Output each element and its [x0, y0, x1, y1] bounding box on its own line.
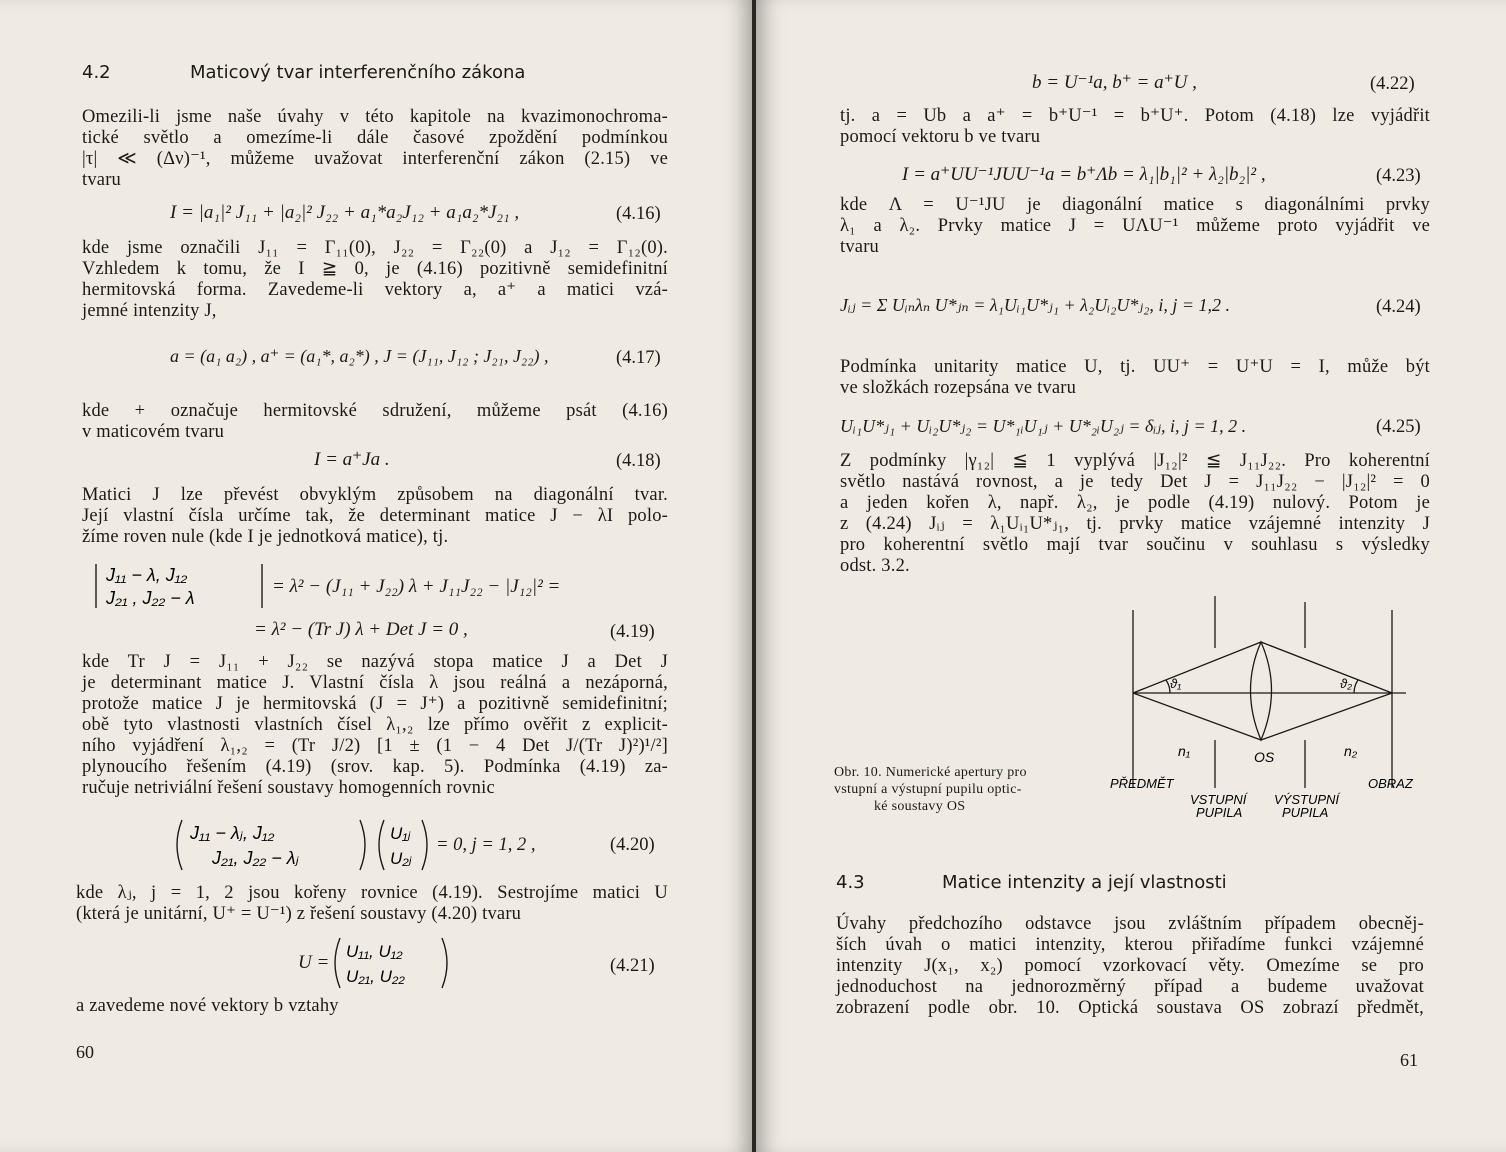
text-line: Její vlastní čísla určíme tak, že determinant matice J − λI polo- [82, 506, 668, 526]
equation-4-21 [298, 952, 329, 974]
svg-text:U₁ⱼ: U₁ⱼ [390, 824, 411, 843]
equation-4-19b: = λ² − (Tr J) λ + Det J = 0 , [254, 619, 468, 640]
n2-label: n₂ [1344, 743, 1358, 759]
exit-pupil-label-2: PUPILA [1282, 805, 1329, 820]
equation-4-20: = 0, j = 1, 2 , [436, 835, 536, 855]
equation-4-18: I = a⁺Ja . [314, 449, 390, 470]
paragraph-r3 [840, 357, 1430, 399]
text-line: a jeden kořen λ, např. λ₂, je podle (4.19) nulový. Potom je [840, 493, 1430, 513]
paragraph-5 [82, 652, 668, 799]
equation-4-17: a = (a₁ a₂) , a⁺ = (a₁*, a₂*) , J = (J₁₁, J₁₂ ; J₂₁, J₂₂) , [170, 346, 549, 366]
right-page [756, 0, 1506, 1152]
text-line: v maticovém tvaru [82, 422, 225, 442]
text-line: kde + označuje hermitovské sdružení, můžeme psát (4.16) [82, 401, 668, 421]
text-line: ního vyjádření λ₁,₂ = (Tr J/2) [1 ± (1 − 4 Det J/(Tr J)²)¹/²] [82, 736, 668, 756]
theta1-label: ϑ₁ [1170, 676, 1182, 691]
equation-4-22: b = U⁻¹a, b⁺ = a⁺U , [1032, 72, 1197, 93]
text-line: λ₁ a λ₂. Prvky matice J = UΛU⁻¹ můžeme proto vyjádřit ve [840, 216, 1430, 236]
paragraph-r5 [836, 914, 1424, 1019]
text-line: (která je unitární, U⁺ = U⁻¹) z řešení soustavy (4.20) tvaru [76, 904, 522, 924]
equation-number: (4.19) [610, 622, 655, 642]
text-line: jemné intenzity J, [82, 301, 217, 321]
paragraph-4 [82, 485, 668, 548]
section-title: Maticový tvar interferenčního zákona [190, 62, 526, 83]
text-line: Z podmínky |γ₁₂| ≦ 1 vyplývá |J₁₂|² ≦ J₁₁J₂₂. Pro koherentní [840, 451, 1430, 471]
svg-text:J₁₁ − λ, J₁₂: J₁₁ − λ, J₁₂ [106, 565, 188, 585]
caption-line: ké soustavy OS [874, 799, 966, 814]
text-line: obě tyto vlastnosti vlastních čísel λ₁,₂ lze přímo ověřit z explicit- [82, 715, 668, 735]
paragraph-6 [76, 883, 668, 925]
theta2-label: ϑ₂ [1340, 676, 1353, 691]
caption-line: vstupní a výstupní pupilu optic- [834, 782, 1022, 797]
entrance-pupil-label: VSTUPNÍ [1190, 792, 1247, 807]
text-line: kde Λ = U⁻¹JU je diagonální matice s diagonálními prvky [840, 195, 1430, 215]
equation-4-16: I = |a₁|² J₁₁ + |a₂|² J₂₂ + a₁*a₂J₁₂ + a₁a₂*J₂₁ , [170, 202, 520, 223]
text-line: kde Tr J = J₁₁ + J₂₂ se nazývá stopa matice J a Det J [82, 652, 668, 672]
figure-caption [834, 764, 1096, 815]
section-number: 4.2 [82, 62, 111, 83]
svg-text:U₁₁, U₁₂: U₁₁, U₁₂ [346, 942, 403, 961]
text-line: tvaru [840, 237, 880, 257]
text-line: světlo nastává rovnost, a je tedy Det J = J₁₁J₂₂ − |J₁₂|² = 0 [840, 472, 1430, 492]
text-line: zobrazení podle obr. 10. Optická soustava OS zobrazí předmět, [836, 998, 1424, 1018]
text-line: z (4.24) Jᵢⱼ = λ₁Uᵢ₁U*ⱼ₁, tj. prvky matice vzájemné intenzity J [840, 514, 1430, 534]
page-number: 60 [76, 1042, 94, 1062]
text-line: Podmínka unitarity matice U, tj. UU⁺ = U⁺U = I, může být [840, 357, 1430, 377]
equation-number: (4.18) [616, 451, 661, 471]
exit-pupil-label: VÝSTUPNÍ [1274, 792, 1340, 807]
text-line: pro koherentní světlo mají tvar součinu v souhlasu s výsledky [840, 535, 1430, 555]
text-line: tj. a = Ub a a⁺ = b⁺U⁻¹ = b⁺U⁺. Potom (4.18) lze vyjádřit [840, 106, 1430, 126]
equation-number: (4.21) [610, 956, 655, 976]
image-label: OBRAZ [1368, 776, 1413, 791]
text-line: hermitovská forma. Zavedeme-li vektory a, a⁺ a matici vzá- [82, 280, 668, 300]
text-line: tické světlo a omezíme-li dále časové zpoždění podmínkou [82, 128, 668, 148]
caption-line: Obr. 10. Numerické apertury pro [834, 765, 1027, 780]
text-line: kde λⱼ, j = 1, 2 jsou kořeny rovnice (4.19). Sestrojíme matici U [76, 883, 668, 903]
text-line: je determinant matice J. Vlastní čísla λ jsou reálná a nezáporná, [82, 673, 668, 693]
equation-number: (4.20) [610, 835, 655, 855]
svg-text:J₁₁ − λⱼ, J₁₂: J₁₁ − λⱼ, J₁₂ [190, 823, 275, 843]
homogeneous-system-matrix [172, 818, 442, 872]
paragraph-2 [82, 238, 668, 322]
optical-system-figure [1086, 592, 1436, 830]
left-page [0, 0, 752, 1152]
text-line: |τ| ≪ (Δν)⁻¹, můžeme uvažovat interferenční zákon (2.15) ve [82, 149, 668, 169]
text-line: žíme roven nule (kde I je jednotková matice), tj. [82, 527, 449, 547]
text-line: jednoduchost na jednorozměrný případ a budeme uvažovat [836, 977, 1424, 997]
matrix-u [330, 936, 460, 990]
equation-number: (4.25) [1376, 417, 1421, 437]
text-line: ších úvah o matici intenzity, kterou přiřadíme funkci vzájemné [836, 935, 1424, 955]
text-line: Úvahy předchozího odstavce jsou zvláštním případem obecněj- [836, 914, 1424, 934]
equation-number: (4.22) [1370, 74, 1415, 94]
text-line: Matici J lze převést obvyklým způsobem na diagonální tvar. [82, 485, 668, 505]
section-title: Matice intenzity a její vlastnosti [942, 872, 1227, 893]
text-line: Omezili-li jsme naše úvahy v této kapitole na kvazimonochroma- [82, 107, 668, 127]
determinant-matrix [92, 562, 272, 612]
n1-label: n₁ [1178, 743, 1191, 759]
svg-text:J₂₁ , J₂₂ − λ: J₂₁ , J₂₂ − λ [106, 588, 195, 608]
paragraph-7 [76, 996, 668, 1017]
text-line: pomocí vektoru b ve tvaru [840, 127, 1041, 147]
paragraph-1 [82, 107, 668, 191]
equation-number: (4.16) [616, 204, 661, 224]
equation-4-24: Jᵢⱼ = Σ Uᵢₙλₙ U*ⱼₙ = λ₁Uᵢ₁U*ⱼ₁ + λ₂Uᵢ₂U*ⱼ₂, i, j = 1,2 . [840, 295, 1230, 315]
paragraph-r4 [840, 451, 1430, 577]
object-label: PŘEDMĚT [1110, 776, 1174, 791]
equation-number: (4.24) [1376, 297, 1421, 317]
text-line: plynoucího řešením (4.19) (srov. kap. 5). Podmínka (4.19) za- [82, 757, 668, 777]
page-number: 61 [1400, 1050, 1418, 1070]
text-line: odst. 3.2. [840, 556, 910, 576]
equation-number: (4.23) [1376, 166, 1421, 186]
section-number: 4.3 [836, 872, 865, 893]
text-line: tvaru [82, 170, 122, 190]
os-label: OS [1254, 749, 1275, 765]
equation-4-19a: = λ² − (J₁₁ + J₂₂) λ + J₁₁J₂₂ − |J₁₂|² = [272, 576, 561, 597]
equation-number: (4.17) [616, 348, 661, 368]
text-line: a zavedeme nové vektory b vztahy [76, 996, 339, 1016]
svg-text:U₂ⱼ: U₂ⱼ [390, 849, 412, 868]
paragraph-r2 [840, 195, 1430, 258]
text-line: protože matice J je hermitovská (J = J⁺) a pozitivně semidefinitní; [82, 694, 668, 714]
equation-4-23: I = a⁺UU⁻¹JUU⁻¹a = b⁺Λb = λ₁|b₁|² + λ₂|b₂|² , [902, 164, 1266, 185]
svg-text:J₂₁, J₂₂ − λⱼ: J₂₁, J₂₂ − λⱼ [212, 848, 299, 868]
text-line: kde jsme označili J₁₁ = Γ₁₁(0), J₂₂ = Γ₂₂(0) a J₁₂ = Γ₁₂(0). [82, 238, 668, 258]
equation-text: U = [298, 952, 330, 973]
equation-4-25: Uᵢ₁U*ⱼ₁ + Uᵢ₂U*ⱼ₂ = U*₁ᵢU₁ⱼ + U*₂ᵢU₂ⱼ = δᵢⱼ, i, j = 1, 2 . [840, 416, 1247, 436]
text-line: ve složkách rozepsána ve tvaru [840, 378, 1077, 398]
paragraph-r1 [840, 106, 1430, 148]
svg-text:U₂₁, U₂₂: U₂₁, U₂₂ [346, 967, 405, 986]
text-line: intenzity J(x₁, x₂) pomocí vzorkovací věty. Omezíme se pro [836, 956, 1424, 976]
text-line: ručuje netriviální řešení soustavy homogenních rovnic [82, 778, 495, 798]
entrance-pupil-label-2: PUPILA [1196, 805, 1243, 820]
text-line: Vzhledem k tomu, že I ≧ 0, je (4.16) pozitivně semidefinitní [82, 259, 668, 279]
paragraph-3 [82, 401, 668, 443]
